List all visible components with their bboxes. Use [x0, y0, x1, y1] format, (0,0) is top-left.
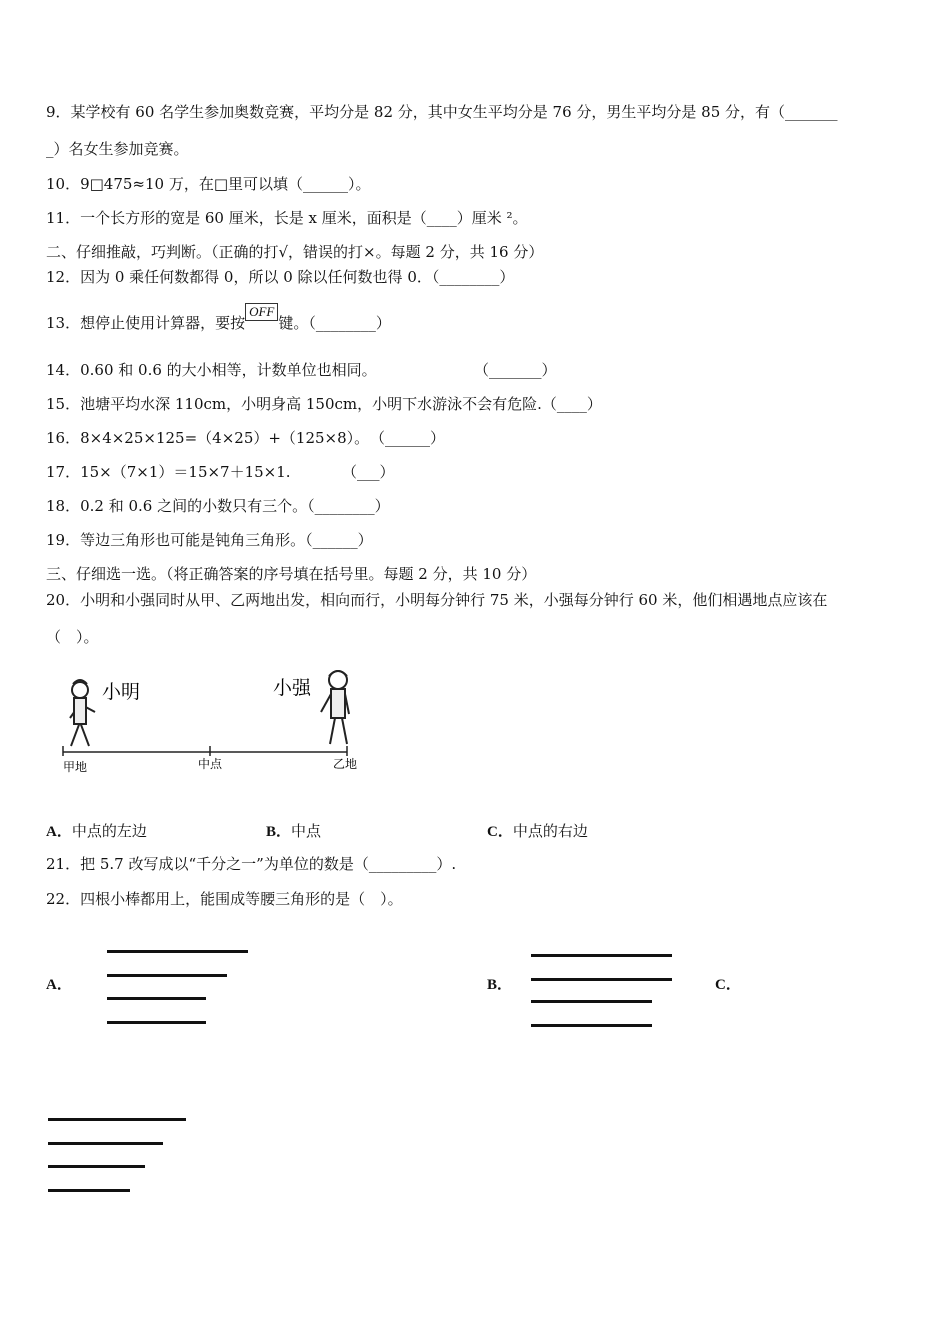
question-17-blank: （___）	[342, 463, 395, 481]
question-19: 19．等边三角形也可能是钝角三角形。（______）	[46, 531, 373, 549]
start-place-label: 甲地	[63, 760, 88, 774]
q22-option-a-letter: A．	[46, 977, 72, 993]
question-20-line2: （ ）。	[46, 628, 99, 646]
q20-option-b-text: 中点	[291, 822, 322, 840]
right-name-label: 小强	[273, 677, 312, 699]
question-17: 17．15×（7×1）＝15×7＋15×1.	[46, 463, 291, 481]
q22-option-c-letter: C．	[715, 977, 741, 993]
midpoint-label: 中点	[198, 757, 223, 771]
question-10: 10．9□475≈10 万，在□里可以填（______）。	[46, 175, 371, 193]
question-16-blank: （______）	[370, 429, 446, 447]
stick-c4	[48, 1189, 130, 1192]
section-3-heading: 三、仔细选一选。（将正确答案的序号填在括号里。每题 2 分，共 10 分）	[46, 565, 537, 583]
question-9-line1: 9．某学校有 60 名学生参加奥数竞赛，平均分是 82 分，其中女生平均分是 76 分，男生平均分是 85 分，有（_______	[46, 103, 838, 121]
walking-figure	[55, 660, 375, 780]
off-key: OFF	[245, 303, 278, 321]
end-place-label: 乙地	[333, 757, 358, 771]
question-15: 15．池塘平均水深 110cm，小明身高 150cm，小明下水游泳不会有危险.（____）	[46, 395, 602, 413]
q20-option-b-letter: B．	[266, 824, 292, 840]
stick-c2	[48, 1142, 163, 1145]
stick-a4	[107, 1021, 206, 1024]
question-18: 18．0.2 和 0.6 之间的小数只有三个。（________）	[46, 497, 390, 515]
question-13-text-end: 键。（________）	[278, 314, 391, 332]
q20-option-a[interactable]	[46, 820, 147, 841]
question-9-line2: _）名女生参加竞赛。	[46, 140, 189, 158]
q22-option-b[interactable]	[487, 973, 512, 994]
q22-option-c[interactable]	[715, 973, 741, 994]
stick-b1	[531, 954, 672, 957]
question-22: 22．四根小棒都用上，能围成等腰三角形的是（ ）。	[46, 890, 403, 908]
q20-option-a-text: 中点的左边	[71, 822, 147, 840]
q20-option-a-letter: A．	[46, 824, 72, 840]
question-14-blank: （_______）	[474, 361, 557, 379]
stick-a1	[107, 950, 248, 953]
stick-b3	[531, 1000, 652, 1003]
stick-a2	[107, 974, 227, 977]
q20-option-c[interactable]	[487, 820, 588, 841]
q20-option-c-letter: C．	[487, 824, 513, 840]
q22-option-b-letter: B．	[487, 977, 513, 993]
question-13	[46, 304, 391, 333]
left-name-label: 小明	[102, 681, 141, 703]
q20-option-c-text: 中点的右边	[512, 822, 588, 840]
question-12: 12．因为 0 乘任何数都得 0，所以 0 除以任何数也得 0．（________）	[46, 268, 515, 286]
stick-b2	[531, 978, 672, 981]
question-20-line1: 20．小明和小强同时从甲、乙两地出发，相向而行，小明每分钟行 75 米，小强每分钟行 60 米，他们相遇地点应该在	[46, 591, 828, 609]
q20-option-b[interactable]	[266, 820, 321, 841]
question-11: 11．一个长方形的宽是 60 厘米，长是 x 厘米，面积是（____）厘米 ²。	[46, 209, 528, 227]
right-person-icon	[321, 671, 349, 744]
stick-c3	[48, 1165, 145, 1168]
left-person-icon	[70, 680, 95, 746]
question-14: 14．0.60 和 0.6 的大小相等，计数单位也相同。	[46, 361, 377, 379]
stick-c1	[48, 1118, 186, 1121]
section-2-heading: 二、仔细推敲，巧判断。（正确的打√，错误的打×。每题 2 分，共 16 分）	[46, 243, 544, 261]
question-13-text: 13．想停止使用计算器，要按	[46, 314, 246, 332]
q22-option-a[interactable]	[46, 973, 72, 994]
question-16: 16．8×4×25×125=（4×25）+（125×8）。	[46, 429, 370, 447]
stick-b4	[531, 1024, 652, 1027]
question-21: 21．把 5.7 改写成以“千分之一”为单位的数是（_________）.	[46, 855, 457, 873]
stick-a3	[107, 997, 206, 1000]
